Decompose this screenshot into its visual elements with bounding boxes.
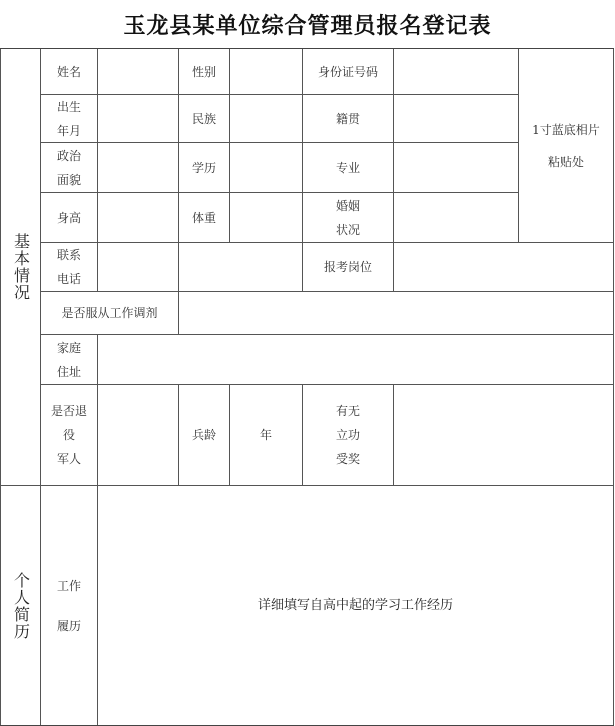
veteran-label <box>41 385 97 485</box>
awards-label-line2: 立功 <box>335 428 360 442</box>
political-label <box>41 143 97 192</box>
education-label: 学历 <box>191 160 216 175</box>
height-label: 身高 <box>56 210 81 225</box>
gender-label: 性别 <box>191 64 216 79</box>
awards-label <box>303 385 393 485</box>
weight-label: 体重 <box>191 210 216 225</box>
year-unit: 年 <box>259 428 272 442</box>
native-place-label: 籍贯 <box>335 111 360 126</box>
id-number-field[interactable] <box>394 49 518 94</box>
phone-field[interactable] <box>98 243 302 291</box>
name-label: 姓名 <box>56 64 81 79</box>
native-place-field[interactable] <box>394 95 518 142</box>
id-number-label: 身份证号码 <box>317 64 378 79</box>
political-label-line2: 面貌 <box>56 172 81 187</box>
photo-label-line2: 粘贴处 <box>547 154 584 169</box>
service-years-label: 兵龄 <box>191 428 216 442</box>
education-field[interactable] <box>230 143 302 192</box>
registration-table <box>0 48 614 726</box>
ethnicity-label: 民族 <box>191 111 216 126</box>
address-label-line1: 家庭 <box>56 340 81 355</box>
veteran-label-line3: 军人 <box>56 452 81 466</box>
veteran-label-line2: 役 <box>62 428 75 442</box>
name-field[interactable] <box>98 49 178 94</box>
position-label: 报考岗位 <box>323 260 372 274</box>
obey-assignment-field[interactable] <box>179 292 613 334</box>
awards-label-line3: 受奖 <box>335 452 360 466</box>
resume-note: 详细填写自高中起的学习工作经历 <box>257 597 453 613</box>
awards-field[interactable] <box>394 385 613 485</box>
photo-label-line1: 1寸蓝底相片 <box>532 122 600 137</box>
address-field[interactable] <box>98 335 613 384</box>
form-title: 玉龙县某单位综合管理员报名登记表 <box>123 12 492 39</box>
gender-field[interactable] <box>230 49 302 94</box>
marital-field[interactable] <box>394 193 518 242</box>
address-label-line2: 住址 <box>56 364 81 379</box>
section-resume-label: 个人简历 <box>11 571 31 640</box>
marital-label-line2: 状况 <box>335 222 360 237</box>
weight-field[interactable] <box>230 193 302 242</box>
work-history-label <box>41 486 97 725</box>
phone-label-line2: 电话 <box>56 272 81 286</box>
phone-label <box>41 243 97 291</box>
veteran-field[interactable] <box>98 385 178 485</box>
birth-label <box>41 95 97 142</box>
service-years-field[interactable] <box>230 385 302 485</box>
major-field[interactable] <box>394 143 518 192</box>
position-field[interactable] <box>394 243 613 291</box>
phone-label-line1: 联系 <box>56 248 81 262</box>
section-basic <box>1 49 40 485</box>
ethnicity-field[interactable] <box>230 95 302 142</box>
section-resume <box>1 486 40 725</box>
marital-label-line1: 婚姻 <box>335 198 360 213</box>
work-label-line2: 履历 <box>56 618 81 633</box>
veteran-label-line1: 是否退 <box>50 404 87 418</box>
photo-area[interactable] <box>519 49 613 242</box>
birth-label-line1: 出生 <box>56 99 81 114</box>
major-label: 专业 <box>335 160 360 175</box>
political-label-line1: 政治 <box>56 148 81 163</box>
marital-label <box>303 193 393 242</box>
birth-field[interactable] <box>98 95 178 142</box>
obey-assignment-label: 是否服从工作调剂 <box>61 306 158 320</box>
political-field[interactable] <box>98 143 178 192</box>
section-basic-label: 基本情况 <box>11 233 31 301</box>
work-label-line1: 工作 <box>56 578 81 593</box>
address-label <box>41 335 97 384</box>
height-field[interactable] <box>98 193 178 242</box>
birth-label-line2: 年月 <box>56 123 81 138</box>
awards-label-line1: 有无 <box>335 404 360 418</box>
work-history-field[interactable] <box>98 486 613 725</box>
